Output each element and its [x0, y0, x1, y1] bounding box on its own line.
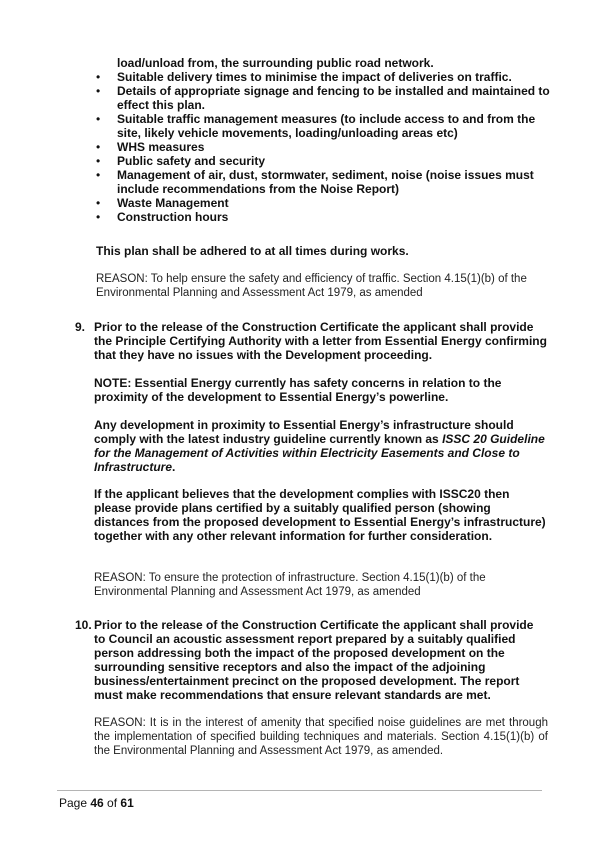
list-item-text: Construction hours	[117, 210, 229, 224]
plan-note: This plan shall be adhered to at all times during works.	[96, 244, 409, 258]
list-item	[96, 70, 556, 84]
bullet-list	[96, 70, 556, 224]
item-9-paragraph-3-text: Any development in proximity to Essential Energy’s infrastructure should comply with the latest industry guideline currently known as	[94, 418, 514, 446]
page-of: of	[103, 796, 121, 810]
list-item-text: Details of appropriate signage and fencing to be installed and maintained to effect this plan.	[117, 84, 550, 112]
page-footer	[59, 796, 134, 810]
item-9-paragraph-1: Prior to the release of the Construction Certificate the applicant shall provide the Principle Certifying Authority with a letter from Essential Energy confirming that they have no issues with the Development proceeding.	[94, 320, 547, 362]
list-item	[96, 112, 556, 140]
bullet-icon: •	[96, 154, 101, 168]
footer-divider	[57, 790, 542, 791]
bullet-icon: •	[96, 84, 101, 98]
list-item-text: WHS measures	[117, 140, 205, 154]
continuation-text: load/unload from, the surrounding public road network.	[117, 56, 434, 70]
item-9-paragraph-4: If the applicant believes that the development complies with ISSC20 then please provide plans certified by a suitably qualified person (showing distances from the proposed development to Essential Energy’s infrastructure) together with any other relevant information for further consideration.	[94, 487, 546, 543]
list-item-text: Management of air, dust, stormwater, sediment, noise (noise issues must include recommendations from the Noise Report)	[117, 168, 534, 196]
item-number-9: 9.	[75, 320, 86, 334]
bullet-icon: •	[96, 210, 101, 224]
bullet-icon: •	[96, 196, 101, 210]
list-item	[96, 168, 556, 196]
list-item	[96, 140, 556, 154]
list-item	[96, 196, 556, 210]
page-total: 61	[120, 796, 134, 810]
list-item	[96, 84, 556, 112]
item-number-10: 10.	[75, 618, 92, 632]
list-item-text: Suitable delivery times to minimise the impact of deliveries on traffic.	[117, 70, 512, 84]
bullet-icon: •	[96, 112, 101, 126]
list-item	[96, 154, 556, 168]
bullet-icon: •	[96, 70, 101, 84]
reason-amenity: REASON: It is in the interest of amenity that specified noise guidelines are met through the implementation of specified building techniques and materials. Section 4.15(1)(b) of the Environmental Planning and Assessment Act 1979, as amended.	[94, 717, 548, 757]
item-9-note: NOTE: Essential Energy currently has safety concerns in relation to the proximity of the development to Essential Energy’s powerline.	[94, 376, 502, 404]
item-9-paragraph-3-end: .	[172, 460, 176, 474]
page-label: Page	[59, 796, 91, 810]
guideline-title: ISSC 20 Guideline for the Management of Activities within Electricity Easements and Close to Infrastructure	[94, 432, 545, 474]
list-item	[96, 210, 556, 224]
reason-infrastructure: REASON: To ensure the protection of infrastructure. Section 4.15(1)(b) of the Environmental Planning and Assessment Act 1979, as amended	[94, 572, 486, 598]
bullet-icon: •	[96, 140, 101, 154]
bullet-icon: •	[96, 168, 101, 182]
list-item-text: Public safety and security	[117, 154, 266, 168]
item-9-paragraph-3	[94, 418, 548, 474]
list-item-text: Suitable traffic management measures (to include access to and from the site, likely vehicle movements, loading/unloading areas etc)	[117, 112, 536, 140]
reason-traffic: REASON: To help ensure the safety and efficiency of traffic. Section 4.15(1)(b) of the Environmental Planning and Assessment Act 1979, as amended	[96, 273, 527, 299]
list-item-text: Waste Management	[117, 196, 229, 210]
item-10-paragraph-1: Prior to the release of the Construction Certificate the applicant shall provide to Council an acoustic assessment report prepared by a suitably qualified person addressing both the impact of the proposed development on the surrounding sensitive receptors and also the impact of the adjoining business/entertainment precinct on the proposed development. The report must make recommendations that ensure relevant standards are met.	[94, 618, 534, 702]
page-current: 46	[90, 796, 104, 810]
